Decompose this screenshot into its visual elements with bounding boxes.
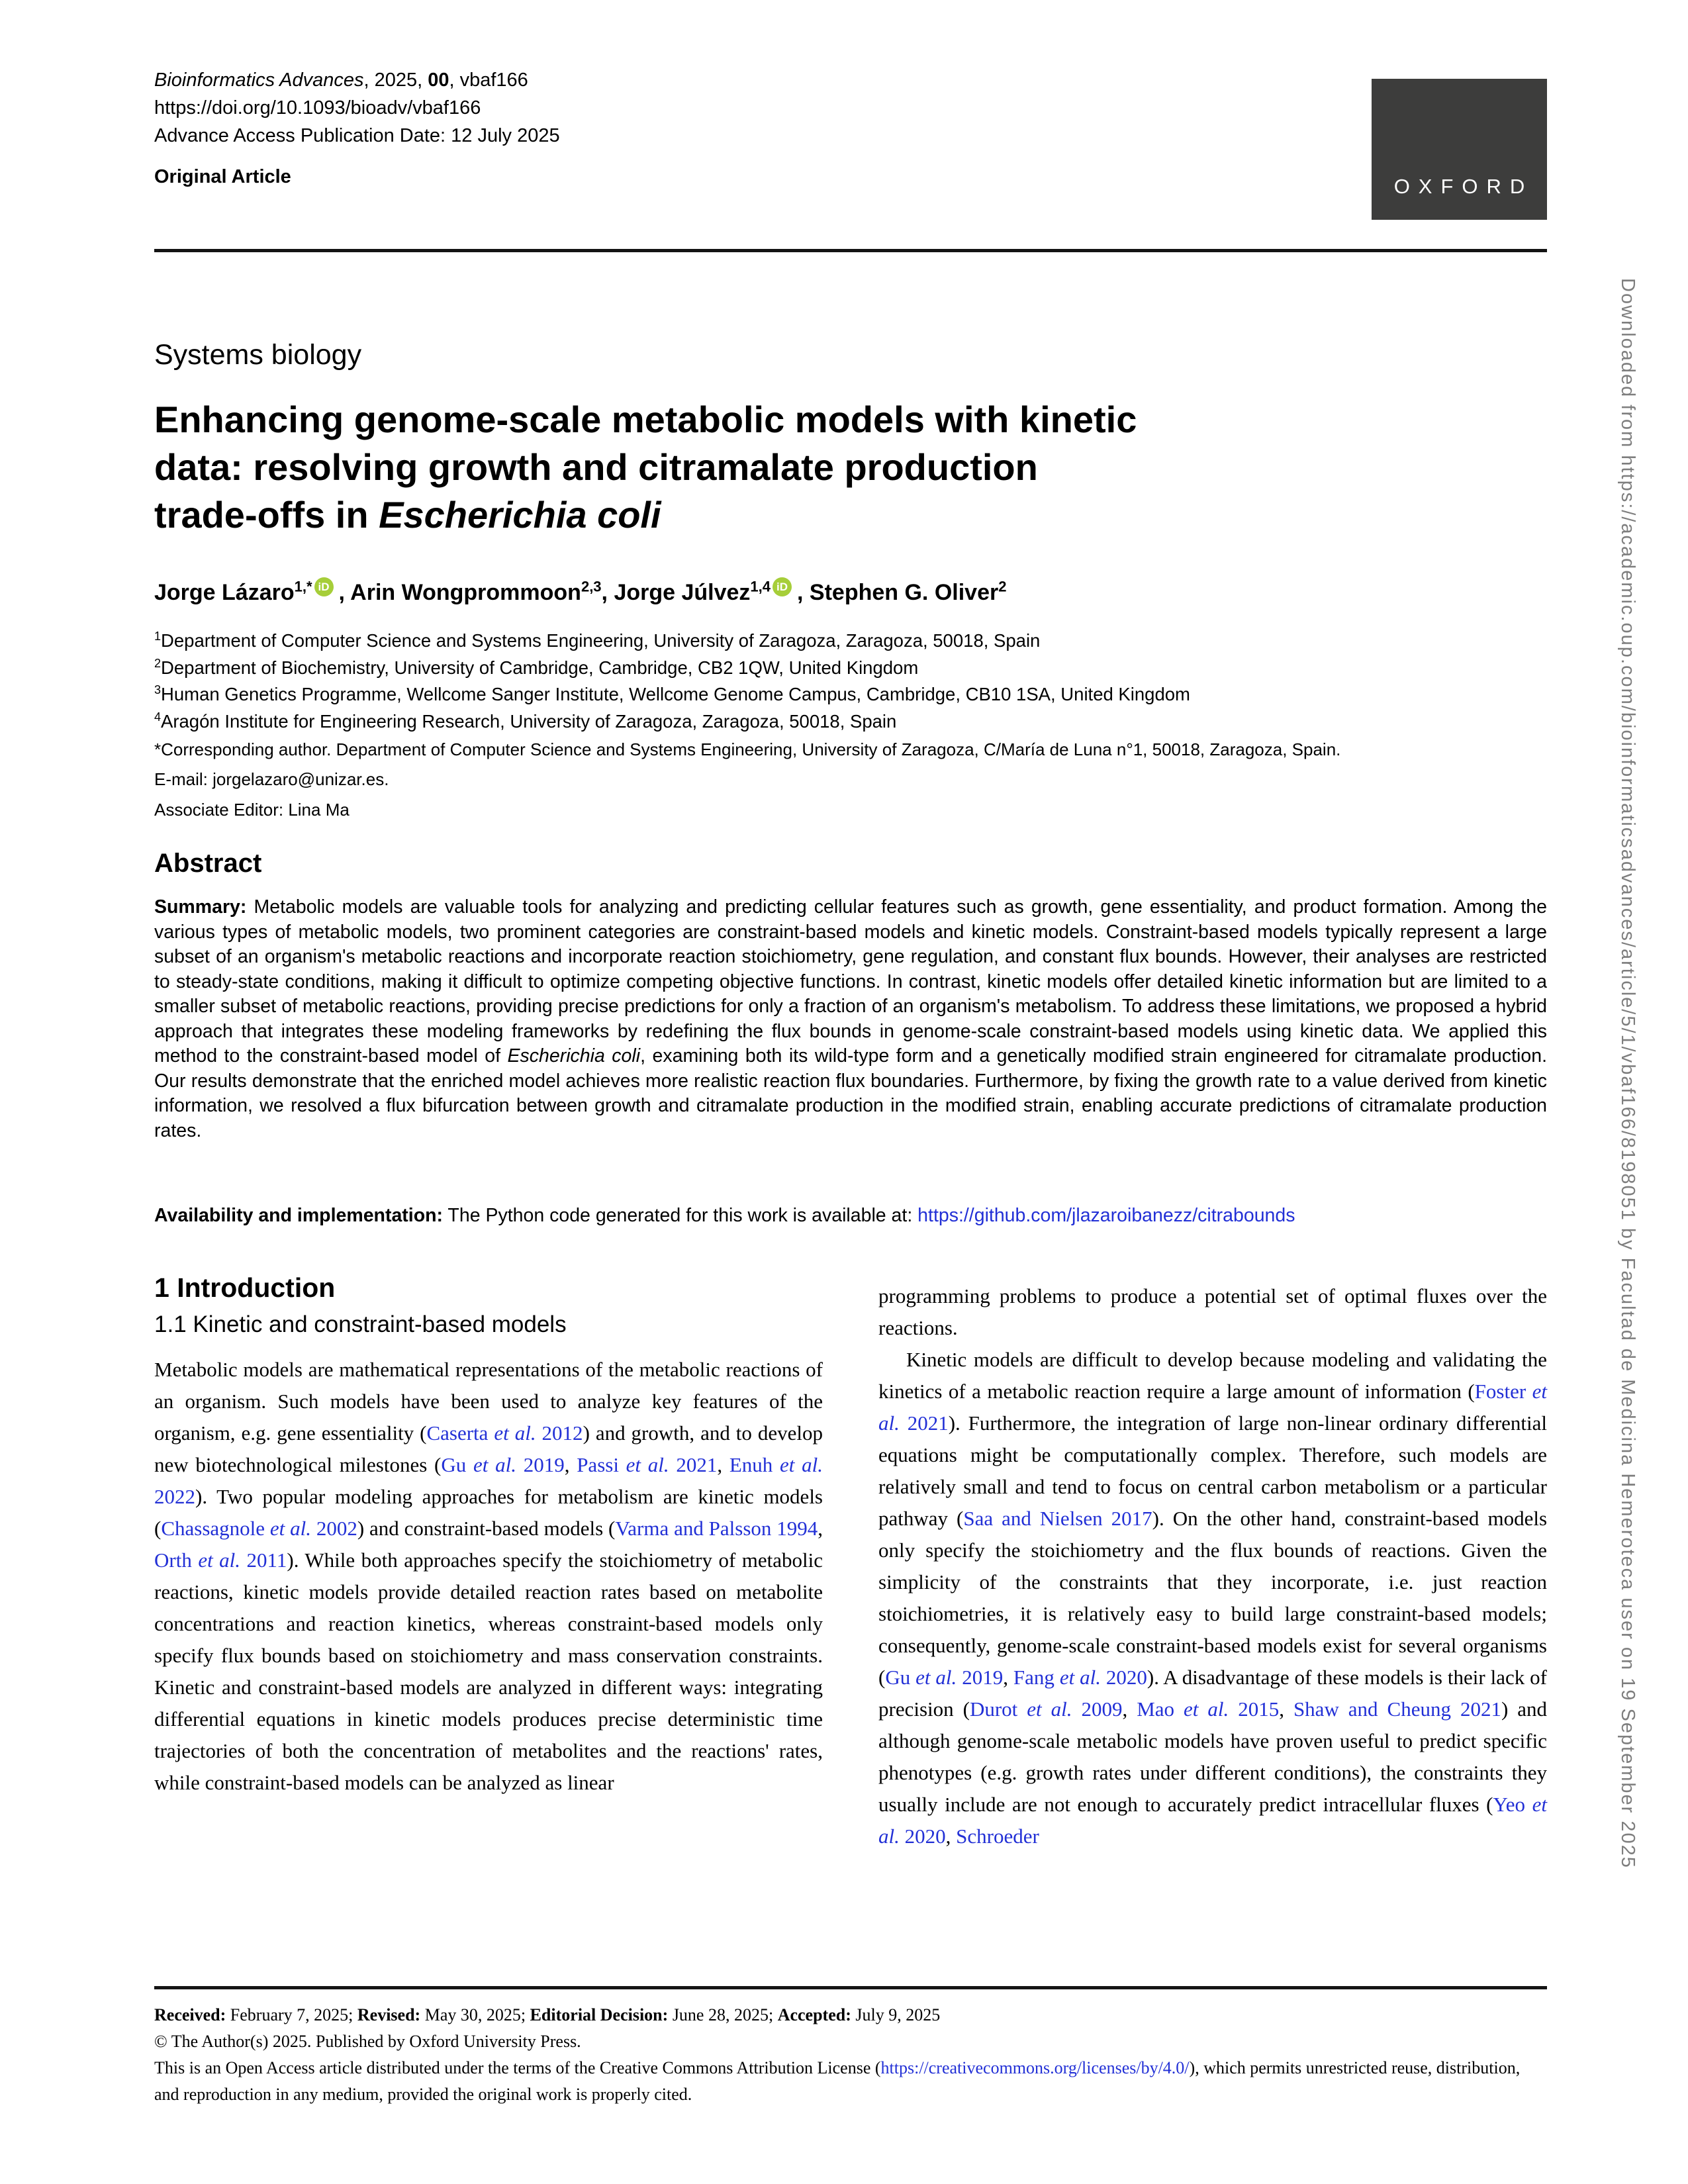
inline-link[interactable]: et al. (269, 1517, 311, 1540)
footer-rule (154, 1986, 1547, 1989)
correspondence-note (154, 735, 1340, 794)
inline-link[interactable]: Shaw and Cheung 2021 (1293, 1697, 1501, 1721)
inline-link[interactable]: et al. (494, 1421, 536, 1445)
inline-link[interactable]: 2020 (1100, 1666, 1147, 1689)
affiliation: $^3$Human Genetics Programme, Wellcome Sanger Institute, Wellcome Genome Campus, Cambridge, CB10 1SA, United Kingdom (154, 683, 1190, 704)
inline-link[interactable]: Orth (154, 1548, 199, 1572)
associate-editor: Associate Editor: Lina Ma (154, 800, 350, 820)
inline-link[interactable]: et al. (1059, 1666, 1101, 1689)
inline-link[interactable]: https://github.com/jlazaroibanezz/citrabounds (917, 1205, 1295, 1226)
inline-link[interactable]: 2009 (1072, 1697, 1123, 1721)
inline-link[interactable]: Gu (885, 1666, 916, 1689)
inline-link[interactable]: et al. (626, 1453, 669, 1476)
section-heading: 1 Introduction (154, 1272, 336, 1303)
inline-link[interactable]: Fang (1013, 1666, 1060, 1689)
affiliation: $^4$Aragón Institute for Engineering Research, University of Zaragoza, Zaragoza, 50018, Spain (154, 710, 897, 732)
inline-link[interactable]: 2019 (516, 1453, 565, 1476)
orcid-icon[interactable]: iD (314, 577, 334, 596)
affiliation: $^1$Department of Computer Science and Systems Engineering, University of Zaragoza, Zaragoza, 50018, Spain (154, 629, 1041, 651)
inline-link[interactable]: Gu (441, 1453, 473, 1476)
inline-link[interactable]: 2012 (536, 1421, 583, 1445)
inline-link[interactable]: Yeo (1493, 1793, 1532, 1816)
availability-note: Availability and implementation: The Python code generated for this work is available at: https://github.com/jlazaroibanezz/citrabounds (154, 1205, 1295, 1226)
inline-link[interactable]: 2011 (240, 1548, 287, 1572)
inline-link[interactable]: et al. (915, 1666, 957, 1689)
inline-link[interactable]: 2002 (310, 1517, 357, 1540)
license-line: This is an Open Access article distributed under the terms of the Creative Commons Attribution License (https://creativecommons.org/licenses/by/4.0/), which permits unrestricted reuse, distribution, and reproduction in any medium, provided the original work is properly cited. (154, 2058, 1521, 2104)
inline-link[interactable]: et al. (473, 1453, 516, 1476)
inline-link[interactable]: et al. (878, 1793, 1547, 1848)
paragraph: Kinetic models are difficult to develop because modeling and validating the kinetics of a metabolic reaction require a large amount of information (Foster et al. 2021). Furthermore, the integration of large non-linear ordinary differential equations might be computationally complex. Therefore, such models are relatively small and tend to focus on central carbon metabolism or a particular pathway (Saa and Nielsen 2017). On the other hand, constraint-based models only specify the stoichiometry and the flux bounds of reactions. Given the simplicity of the constraints that they incorporate, i.e. just reaction stoichiometries, it is relatively easy to build large constraint-based models; consequently, genome-scale constraint-based models exist for several organisms (Gu et al. 2019, Fang et al. 2020). A disadvantage of these models is their lack of precision (Durot et al. 2009, Mao et al. 2015, Shaw and Cheung 2021) and although genome-scale metabolic models have proven useful to predict specific phenotypes (e.g. growth rates under different conditions), the constraints they usually include are not enough to accurately predict intracellular fluxes (Yeo et al. 2020, Schroeder (878, 1348, 1548, 1848)
inline-link[interactable]: Varma and Palsson 1994 (615, 1517, 818, 1540)
copyright-line: © The Author(s) 2025. Published by Oxford University Press. (154, 2032, 581, 2051)
download-watermark: Downloaded from https://academic.oup.com/bioinformaticsadvances/article/5/1/vbaf166/8198051 by Facultad de Medicina Hemeroteca user on 19 September 2025 (1617, 278, 1638, 1869)
affiliation: $^2$Department of Biochemistry, University of Cambridge, Cambridge, CB2 1QW, United Kingdom (154, 656, 919, 678)
dates-line: Received: February 7, 2025; Revised: May 30, 2025; Editorial Decision: June 28, 2025; Accepted: July 9, 2025 (154, 2005, 941, 2024)
inline-link[interactable]: et al. (198, 1548, 241, 1572)
abstract-summary: Summary: Metabolic models are valuable tools for analyzing and predicting cellular features such as growth, gene essentiality, and product formation. Among the various types of metabolic models, two prominent categories are constraint-based models and kinetic models. Constraint-based models typically represent a large subset of an organism's metabolic reactions and incorporate reaction stoichiometry, gene regulation, and constant flux bounds. However, their analyses are restricted to steady-state conditions, making it difficult to optimize competing objective functions. In contrast, kinetic models offer detailed kinetic information but are limited to a smaller subset of metabolic reactions, providing precise predictions for only a fraction of an organism's metabolism. To address these limitations, we proposed a hybrid approach that integrates these modeling frameworks by redefining the flux bounds in genome-scale constraint-based models using kinetic data. We applied this method to the constraint-based model of Escherichia coli, examining both its wild-type form and a genetically modified strain engineered for citramalate production. Our results demonstrate that the enriched model achieves more realistic reaction flux boundaries. Furthermore, by fixing the growth rate to a value derived from kinetic information, we resolved a flux bifurcation between growth and citramalate production in the modified strain, enabling accurate predictions of citramalate production rates. (154, 896, 1547, 1141)
inline-link[interactable]: 2019 (957, 1666, 1004, 1689)
inline-link[interactable]: Chassagnole (161, 1517, 270, 1540)
left-column (154, 1272, 823, 1852)
oxford-logo-text: OXFORD (1393, 175, 1534, 198)
article-type-label: Original Article (154, 166, 291, 187)
journal-citation: Bioinformatics Advances, 2025, 00, vbaf166 (154, 70, 528, 91)
oxford-logo (1372, 79, 1547, 220)
abstract-heading: Abstract (154, 849, 262, 878)
title-line: trade-offs in Escherichia coli (154, 494, 661, 536)
author-list: Jorge Lázaro$^{1,*}$ iD , Arin Wongprommoon$^{2,3}$, Jorge Júlvez$^{1,4}$ iD , Stephen G. Oliver$^2$ (154, 578, 1007, 605)
article-title (154, 396, 1137, 539)
inline-link[interactable]: Mao (1137, 1697, 1184, 1721)
right-column (878, 1272, 1547, 1852)
advance-access-date: Advance Access Publication Date: 12 July 2025 (154, 125, 560, 146)
paragraph: Metabolic models are mathematical representations of the metabolic reactions of an organism. Such models have been used to analyze key features of the organism, e.g. gene essentiality (Caserta et al. 2012) and growth, and to develop new biotechnological milestones (Gu et al. 2019, Passi et al. 2021, Enuh et al. 2022). Two popular modeling approaches for metabolism are kinetic models (Chassagnole et al. 2002) and constraint-based models (Varma and Palsson 1994, Orth et al. 2011). While both approaches specify the stoichiometry of metabolic reactions, kinetic models provide detailed reaction rates based on metabolite concentrations and reaction kinetics, whereas constraint-based models only specify flux bounds based on stoichiometry and mass conservation constraints. Kinetic and constraint-based models are analyzed in different ways: integrating differential equations in kinetic models produces precise deterministic time trajectories of both the concentration of metabolites and the reactions' rates, while constraint-based models can be analyzed as linear (154, 1358, 823, 1794)
inline-link[interactable]: 2015 (1229, 1697, 1280, 1721)
inline-link[interactable]: 2021 (899, 1411, 949, 1435)
inline-link[interactable]: et al. (878, 1380, 1548, 1435)
inline-link[interactable]: Schroeder (956, 1825, 1039, 1848)
subsection-heading: 1.1 Kinetic and constraint-based models (154, 1311, 567, 1337)
footer (154, 2002, 1547, 2108)
inline-link[interactable]: 2022 (154, 1485, 195, 1508)
inline-link[interactable]: Caserta (426, 1421, 494, 1445)
affiliation-list (154, 628, 1190, 735)
masthead (154, 66, 560, 191)
inline-link[interactable]: Saa and Nielsen 2017 (963, 1507, 1152, 1530)
paragraph: programming problems to produce a potential set of optimal fluxes over the reactions. (878, 1284, 1547, 1339)
doi-text: https://doi.org/10.1093/bioadv/vbaf166 (154, 97, 481, 119)
inline-link[interactable]: Enuh (729, 1453, 780, 1476)
inline-link[interactable]: Durot (969, 1697, 1027, 1721)
header-rule (154, 249, 1547, 252)
correspondence-email: E-mail: jorgelazaro@unizar.es. (154, 769, 389, 789)
orcid-icon[interactable]: iD (773, 577, 792, 596)
inline-link[interactable]: https://creativecommons.org/licenses/by/4.0/ (880, 2058, 1190, 2077)
inline-link[interactable]: Foster (1474, 1380, 1532, 1403)
title-line: Enhancing genome-scale metabolic models with kinetic (154, 399, 1137, 440)
introduction-columns (154, 1272, 1547, 1852)
inline-link[interactable]: et al. (1027, 1697, 1072, 1721)
inline-link[interactable]: 2021 (669, 1453, 718, 1476)
subject-section-label: Systems biology (154, 339, 362, 371)
title-line: data: resolving growth and citramalate production (154, 446, 1038, 488)
inline-link[interactable]: et al. (1184, 1697, 1229, 1721)
inline-link[interactable]: Passi (577, 1453, 626, 1476)
inline-link[interactable]: 2020 (899, 1825, 946, 1848)
inline-link[interactable]: et al. (780, 1453, 823, 1476)
correspondence-line: *Corresponding author. Department of Computer Science and Systems Engineering, University of Zaragoza, C/María de Luna n°1, 50018, Zaragoza, Spain. (154, 739, 1341, 759)
